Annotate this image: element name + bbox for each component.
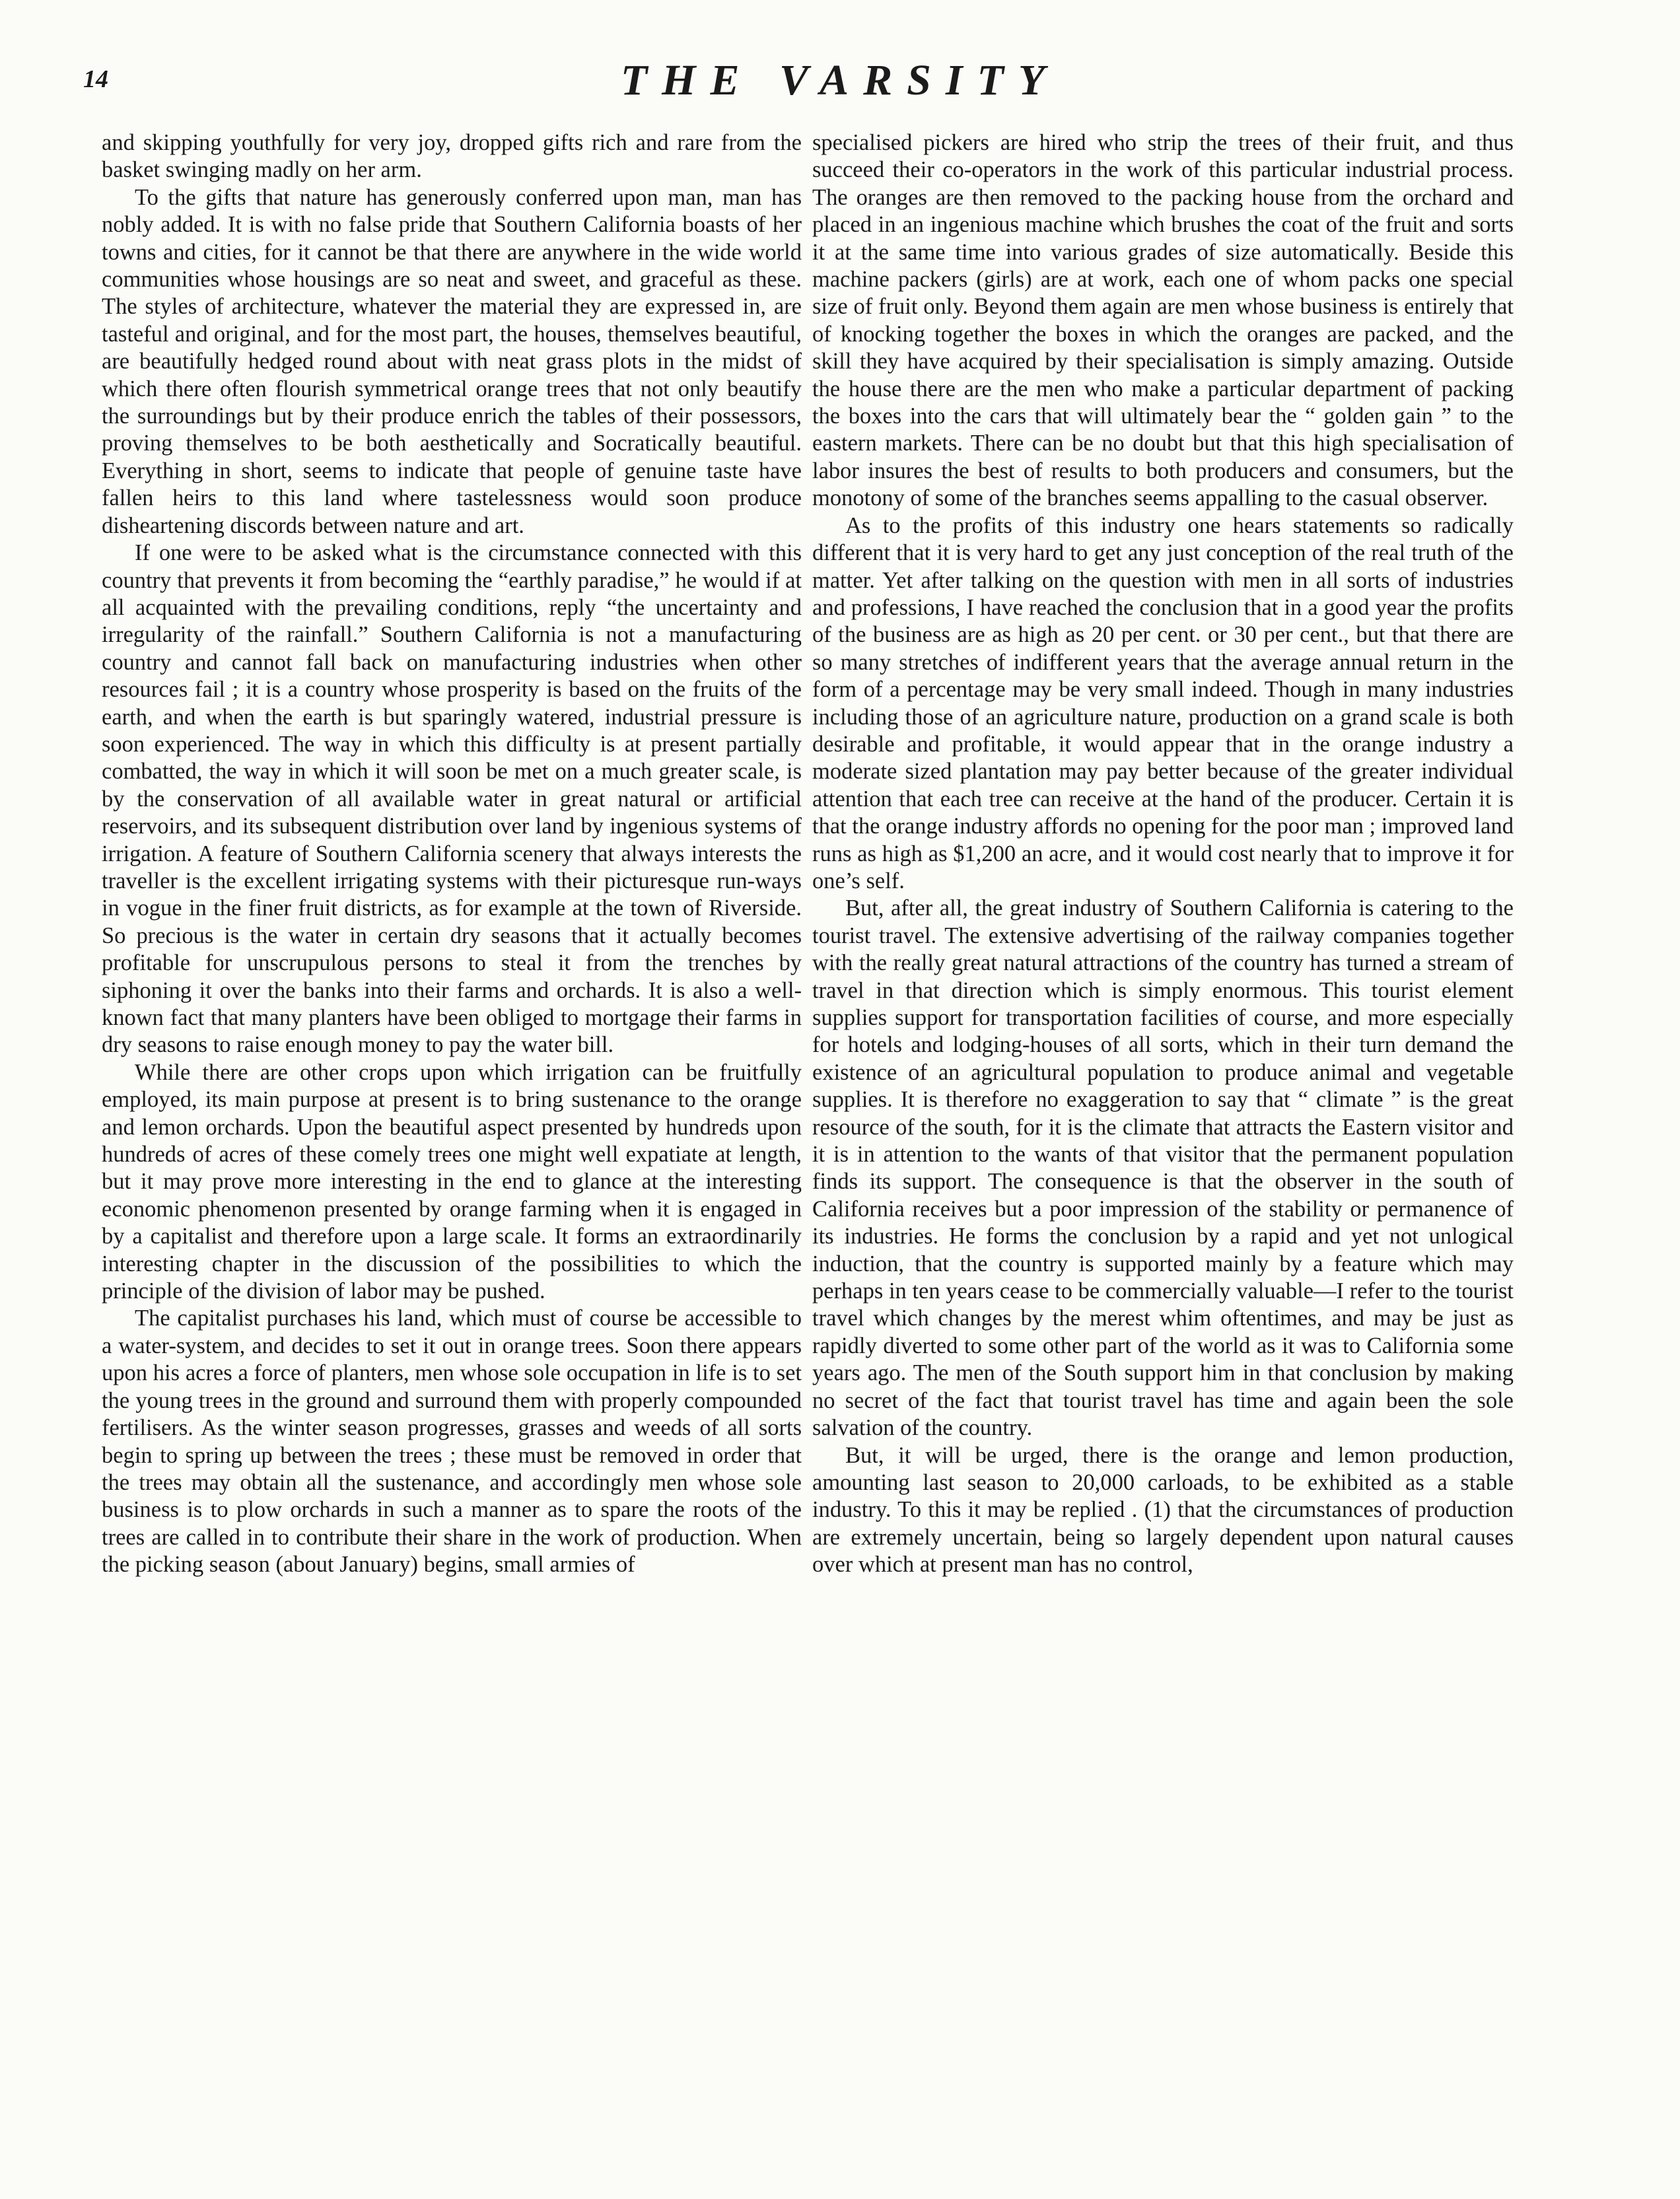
paragraph: To the gifts that nature has generously conferred upon man, man has nobly added. It is with no false pride that Southern California boasts of her towns and cities, for it cannot be that there are anywhere in the wide world communities whose housings are so neat and sweet, and graceful as these. The styles of architecture, whatever the material they are expressed in, are tasteful and original, and for the most part, the houses, themselves beautiful, are beautifully hedged round about with neat grass plots in the midst of which there often flourish symmetrical orange trees that not only beautify the surroundings but by their produce enrich the tables of their possessors, proving themselves to be both aesthetically and Socratically beautiful. Everything in short, seems to indicate that people of genuine taste have fallen heirs to this land where tastelessness would soon produce disheartening discords between nature and art. bbox=[102, 184, 802, 538]
paragraph: As to the profits of this industry one hears statements so radically different that it is very hard to get any just conception of the real truth of the matter. Yet after talking on the question with men in all sorts of industries and professions, I have reached the conclusion that in a good year the profits of the business are as high as 20 per cent. or 30 per cent., but that there are so many stretches of indifferent years that the average annual return in the form of a percentage may be very small indeed. Though in many industries including those of an agriculture nature, production on a grand scale is both desirable and profitable, it would appear that in the orange industry a moderate sized plantation may pay better because of the greater individual attention that each tree can receive at the hand of the producer. Certain it is that the orange industry affords no opening for the poor man ; improved land runs as high as $1,200 an acre, and it would cost nearly that to improve it for one’s self. bbox=[812, 512, 1514, 893]
paragraph: But, it will be urged, there is the orange and lemon production, amounting last season to 20,000 carloads, to be exhibited as a stable industry. To this it may be replied . (1) that the circumstances of production are extremely uncertain, being so largely dependent upon natural causes over which at present man has no control, bbox=[812, 1442, 1514, 1578]
journal-title: THE VARSITY bbox=[620, 56, 1060, 104]
left-column bbox=[102, 129, 802, 1579]
paragraph: If one were to be asked what is the circumstance connected with this country that prevents it from becoming the “earthly paradise,” he would if at all acquainted with the prevailing conditions, reply “the uncertainty and irregularity of the rainfall.” Southern California is not a manufacturing country and cannot fall back on manufacturing industries when other resources fail ; it is a country whose prosperity is based on the fruits of the earth, and when the earth is but sparingly watered, industrial pressure is soon experienced. The way in which this difficulty is at present partially combatted, the way in which it will soon be met on a much greater scale, is by the conservation of all available water in great natural or artificial reservoirs, and its subsequent distribution over land by ingenious systems of irrigation. A feature of Southern California scenery that always interests the traveller is the excellent irrigating systems with their picturesque run-ways in vogue in the finer fruit districts, as for example at the town of Riverside. So precious is the water in certain dry seasons that it actually becomes profitable for unscrupulous persons to steal it from the trenches by siphoning it over the banks into their farms and orchards. It is also a well-known fact that many planters have been obliged to mortgage their farms in dry seasons to raise enough money to pay the water bill. bbox=[102, 540, 802, 1058]
paragraph: But, after all, the great industry of Southern California is catering to the tourist travel. The extensive advertising of the railway companies together with the really great natural attractions of the country has turned a stream of travel in that direction which is simply enormous. This tourist element supplies support for transportation facilities of course, and more especially for hotels and lodging-houses of all sorts, which in their turn demand the existence of an agricultural population to produce animal and vegetable supplies. It is therefore no exaggeration to say that “ climate ” is the great resource of the south, for it is the climate that attracts the Eastern visitor and it is in attention to the wants of that visitor that the permanent population finds its support. The consequence is that the observer in the south of California receives but a poor impression of the stability or permanence of its industries. He forms the conclusion by a rapid and yet not unlogical induction, that the country is supported mainly by a feature which may perhaps in ten years cease to be commercially valuable—I refer to the tourist travel which changes by the merest whim oftentimes, and may be just as rapidly diverted to some other part of the world as it was to California some years ago. The men of the South support him in that conclusion by making no secret of the fact that tourist travel has time and again been the sole salvation of the country. bbox=[812, 895, 1514, 1441]
paragraph: and skipping youthfully for very joy, dropped gifts rich and rare from the basket swinging madly on her arm. bbox=[102, 130, 802, 183]
paragraph: While there are other crops upon which irrigation can be fruitfully employed, its main purpose at present is to bring sustenance to the orange and lemon orchards. Upon the beautiful aspect presented by hundreds upon hundreds of acres of these comely trees one might well expatiate at length, but it may prove more interesting in the end to glance at the interesting economic phenomenon presented by orange farming when it is engaged in by a capitalist and therefore upon a large scale. It forms an extraordinarily interesting chapter in the discussion of the possibilities to which the principle of the division of labor may be pushed. bbox=[102, 1059, 802, 1304]
page-number: 14 bbox=[83, 65, 108, 93]
right-column bbox=[812, 129, 1514, 1579]
page-header bbox=[0, 56, 1680, 127]
paragraph: specialised pickers are hired who strip the trees of their fruit, and thus succeed their co-operators in the work of this particular industrial process. The oranges are then removed to the packing house from the orchard and placed in an ingenious machine which brushes the coat of the fruit and sorts it at the same time into various grades of size automatically. Beside this machine packers (girls) are at work, each one of whom packs one special size of fruit only. Beyond them again are men whose business is entirely that of knocking together the boxes in which the oranges are packed, and the skill they have acquired by their specialisation is simply amazing. Outside the house there are the men who make a particular department of packing the boxes into the cars that will ultimately bear the “ golden gain ” to the eastern markets. There can be no doubt but that this high specialisation of labor insures the best of results to both producers and consumers, but the monotony of some of the branches seems appalling to the casual observer. bbox=[812, 130, 1514, 511]
paragraph: The capitalist purchases his land, which must of course be accessible to a water-system, and decides to set it out in orange trees. Soon there appears upon his acres a force of planters, men whose sole occupation in life is to set the young trees in the ground and surround them with properly compounded fertilisers. As the winter season progresses, grasses and weeds of all sorts begin to spring up between the trees ; these must be removed in order that the trees may obtain all the sustenance, and accordingly men whose sole business is to plow orchards in such a manner as to spare the roots of the trees are called in to contribute their share in the work of production. When the picking season (about January) begins, small armies of bbox=[102, 1306, 802, 1578]
